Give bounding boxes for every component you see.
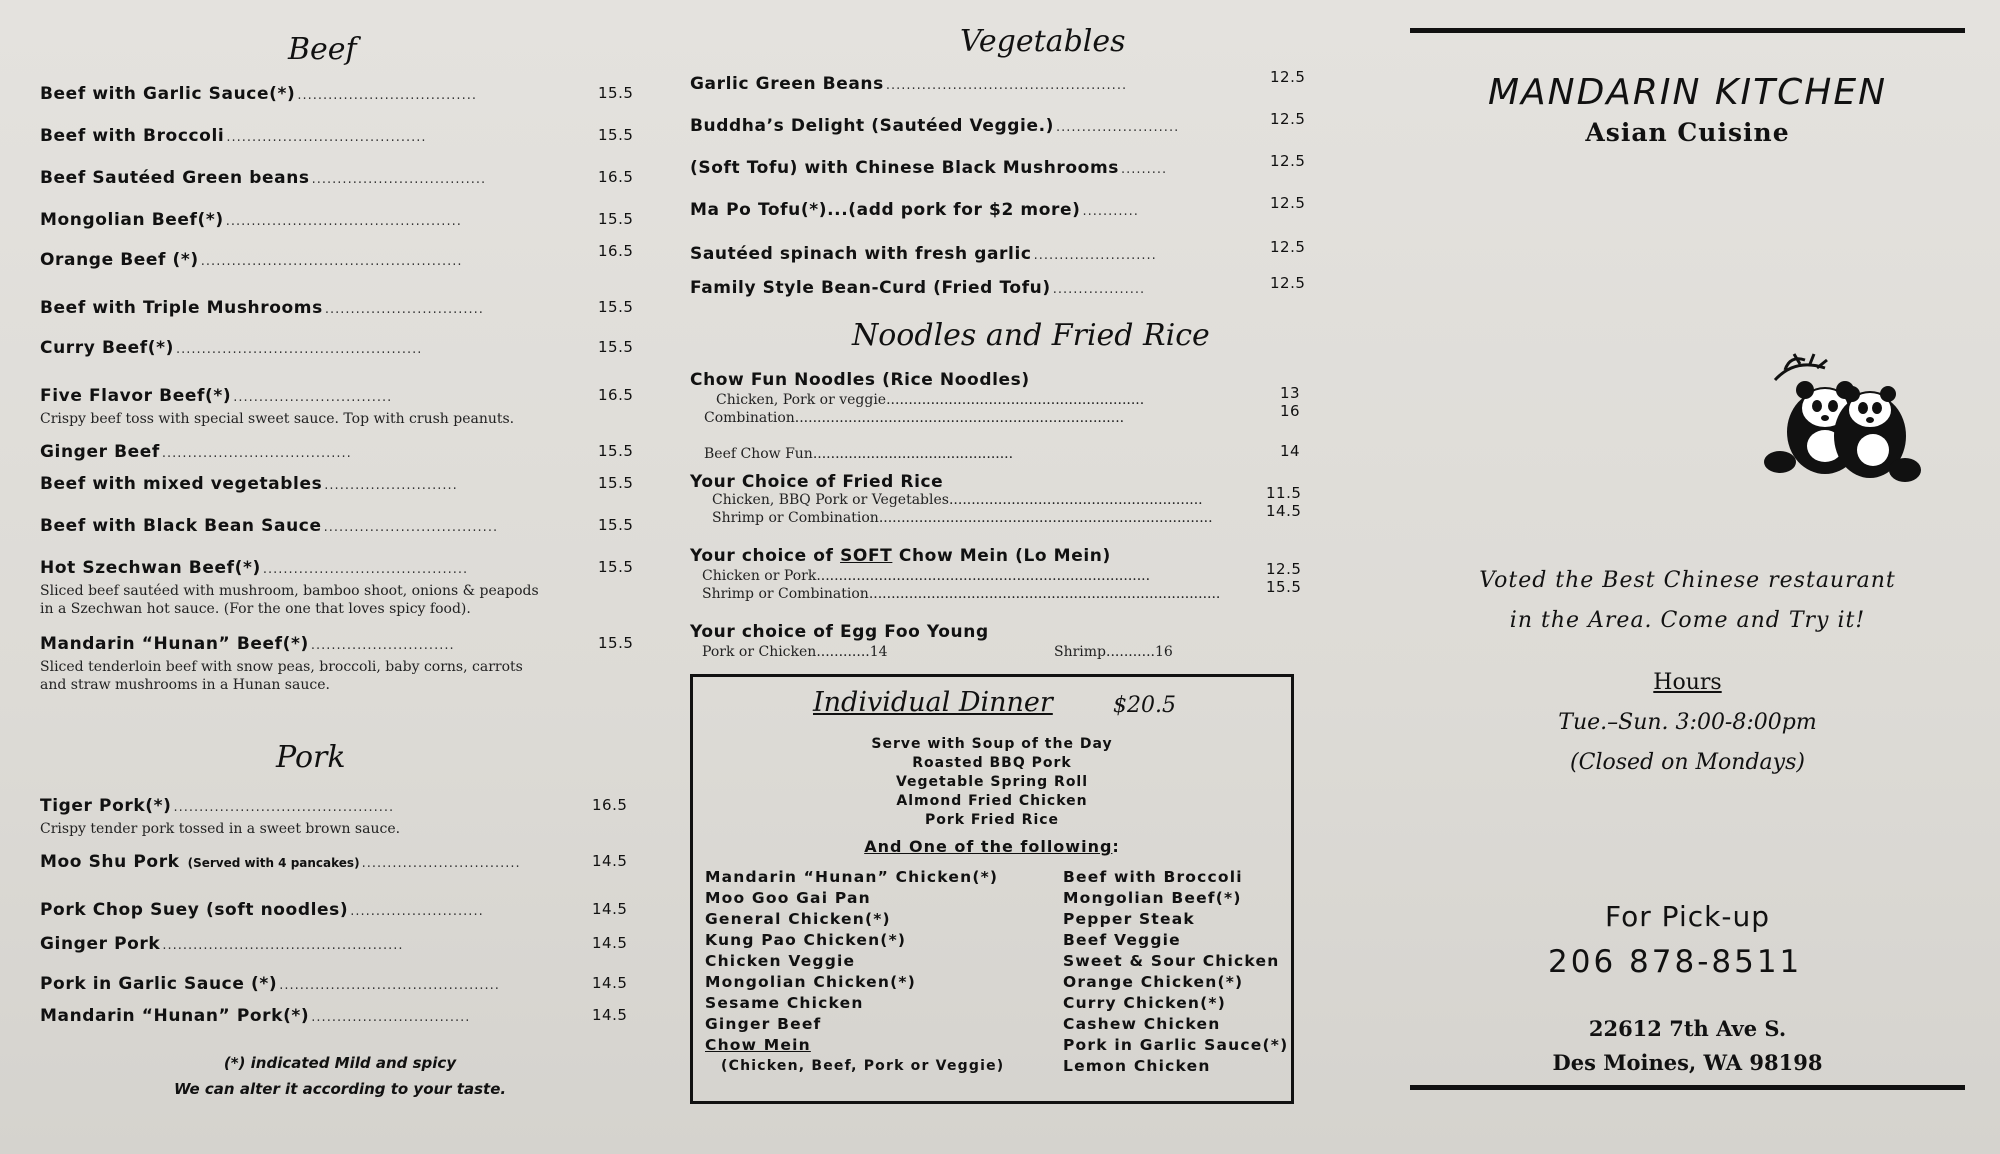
egg-foo-young-item (690, 622, 1330, 642)
menu-item-buddha-s-delight-saut-ed-veggie (690, 110, 1330, 136)
chow-fun-name: Chow Fun Noodles (Rice Noodles) (690, 370, 1030, 390)
hours-title: Hours (1653, 670, 1722, 695)
spicy-footnote: (*) indicated Mild and spicy (223, 1054, 457, 1072)
dot-leader: ........................ (1033, 248, 1157, 263)
item-name: Pork Chop Suey (soft noodles) (40, 900, 349, 920)
chow-fun-item (690, 370, 1330, 390)
item-price: 15.5 (598, 84, 634, 102)
menu-item-mandarin-hunan-beef (40, 634, 640, 694)
one-of-following-label: And One of the following: (864, 837, 1120, 856)
menu-item-five-flavor-beef (40, 386, 640, 428)
bottom-rule (1410, 1085, 1965, 1090)
hours-days-time: Tue.–Sun. 3:00-8:00pm (1558, 710, 1817, 735)
menu-item-garlic-green-beans (690, 68, 1330, 94)
dot-leader: ....................................... (226, 130, 427, 145)
item-price: 14.5 (592, 900, 628, 918)
dot-leader: .............................................. (225, 214, 462, 229)
menu-item-beef-with-broccoli (40, 126, 640, 146)
item-name: Beef with mixed vegetables (40, 474, 323, 494)
top-rule (1410, 28, 1965, 33)
address-street: 22612 7th Ave S. (1588, 1016, 1787, 1041)
dinner-choice-pepper-steak: Pepper Steak (1063, 910, 1195, 928)
dot-leader: ..................................... (161, 446, 352, 461)
dot-leader: ........................................ (262, 562, 469, 577)
item-price: 14.5 (592, 852, 628, 870)
dot-leader: ............................ (310, 638, 455, 653)
dinner-choice-ginger-beef: Ginger Beef (705, 1015, 822, 1033)
item-name: Beef with Triple Mushrooms (40, 298, 323, 318)
item-name: Ma Po Tofu(*)...(add pork for $2 more) (690, 200, 1081, 220)
chow-mein-soft: SOFT (840, 546, 893, 566)
dinner-choice-mandarin-hunan-chicken: Mandarin “Hunan” Chicken(*) (705, 868, 999, 886)
vegetables-noodles-panel (690, 0, 1330, 1154)
menu-item-orange-beef (40, 242, 640, 270)
item-price: 12.5 (1270, 68, 1306, 86)
dinner-includes-list (693, 735, 1291, 830)
item-price: 15.5 (598, 634, 634, 652)
dinner-choice-beef-veggie: Beef Veggie (1063, 931, 1181, 949)
egg-foo-young-sub-1: Pork or Chicken............14 (702, 644, 888, 660)
item-price: 16.5 (592, 796, 628, 814)
item-description: Sliced beef sautéed with mushroom, bamboo shoot, onions & peapods in a Szechwan hot sauce. (For the one that loves spicy food). (40, 583, 539, 617)
dinner-price: $20.5 (1113, 693, 1176, 718)
item-price: 15.5 (598, 442, 634, 460)
alter-footnote: We can alter it according to your taste. (173, 1080, 507, 1098)
item-price: 16.5 (598, 168, 634, 186)
menu-item-family-style-bean-curd-fried-tofu (690, 274, 1330, 298)
menu-item-mongolian-beef (40, 210, 640, 230)
item-price: 12.5 (1270, 194, 1306, 212)
menu-item-pork-chop-suey-soft-noodles (40, 900, 640, 920)
item-name: Hot Szechwan Beef(*) (40, 558, 261, 578)
item-price: 15.5 (598, 558, 634, 576)
dinner-choice-curry-chicken: Curry Chicken(*) (1063, 994, 1227, 1012)
egg-foo-young-sub-2: Shrimp...........16 (1054, 644, 1173, 660)
item-price: 16.5 (598, 386, 634, 404)
menu-item-mandarin-hunan-pork (40, 1006, 640, 1026)
dot-leader: .......................... (324, 478, 458, 493)
dot-leader: ............................... (233, 390, 393, 405)
item-name: Mongolian Beef(*) (40, 210, 224, 230)
item-name: Beef with Black Bean Sauce (40, 516, 322, 536)
item-price: 12.5 (1270, 238, 1306, 256)
dot-leader: .................................. (323, 520, 499, 535)
item-name: Family Style Bean-Curd (Fried Tofu) (690, 278, 1051, 298)
fried-rice-name: Your Choice of Fried Rice (690, 472, 944, 492)
item-name: Garlic Green Beans (690, 74, 884, 94)
vegetables-section-title: Vegetables (960, 24, 1126, 59)
dinner-choice-sesame-chicken: Sesame Chicken (705, 994, 864, 1012)
panda-bamboo-logo-icon (1755, 350, 1925, 490)
fried-rice-price-2: 14.5 (1266, 502, 1302, 520)
restaurant-name: MANDARIN KITCHEN (1487, 72, 1888, 113)
item-name: Beef Sautéed Green beans (40, 168, 310, 188)
dinner-choice-pork-in-garlic-sauce: Pork in Garlic Sauce(*) (1063, 1036, 1289, 1054)
dot-leader: ............................................... (885, 78, 1128, 93)
item-name: Sautéed spinach with fresh garlic (690, 244, 1032, 264)
menu-item-beef-saut-ed-green-beans (40, 168, 640, 188)
beef-chow-fun-item: Beef Chow Fun............................................. (704, 446, 1014, 462)
fried-rice-item (690, 472, 1330, 492)
chow-fun-price-2: 16 (1280, 402, 1301, 420)
dinner-choice-kung-pao-chicken: Kung Pao Chicken(*) (705, 931, 907, 949)
dinner-choice-general-chicken: General Chicken(*) (705, 910, 891, 928)
item-description: Sliced tenderloin beef with snow peas, broccoli, baby corns, carrots and straw mushrooms in a Hunan sauce. (40, 659, 523, 693)
dinner-include-almond-fried-chicken: Almond Fried Chicken (896, 793, 1088, 809)
item-price: 15.5 (598, 126, 634, 144)
item-name: Mandarin “Hunan” Pork(*) (40, 1006, 310, 1026)
tagline-line-2: in the Area. Come and Try it! (1509, 608, 1866, 633)
individual-dinner-box (690, 674, 1294, 1104)
fried-rice-price-1: 11.5 (1266, 484, 1302, 502)
item-price: 14.5 (592, 934, 628, 952)
dinner-choice-beef-with-broccoli: Beef with Broccoli (1063, 868, 1243, 886)
item-name: Tiger Pork(*) (40, 796, 172, 816)
menu-item-beef-with-mixed-vegetables (40, 474, 640, 494)
dinner-choices-right (1063, 867, 1288, 1077)
item-name: Ginger Beef (40, 442, 160, 462)
item-price: 15.5 (598, 338, 634, 356)
item-price: 12.5 (1270, 274, 1306, 292)
chow-mein-price-2: 15.5 (1266, 578, 1302, 596)
item-price: 12.5 (1270, 110, 1306, 128)
egg-foo-young-name: Your choice of Egg Foo Young (690, 622, 989, 642)
dinner-include-pork-fried-rice: Pork Fried Rice (924, 812, 1060, 828)
item-price: 14.5 (592, 974, 628, 992)
menu-item-hot-szechwan-beef (40, 558, 640, 618)
chow-fun-sub-2: Combination.......................................................................... (704, 410, 1125, 426)
pickup-label: For Pick-up (1605, 900, 1770, 933)
dinner-choice-chicken-beef-pork-or-veggie: (Chicken, Beef, Pork or Veggie) (721, 1058, 1005, 1074)
menu-item-tiger-pork (40, 796, 640, 838)
chow-mein-name-prefix: Your choice of (690, 546, 834, 566)
dot-leader: ........................................... (279, 978, 500, 993)
chow-mein-name-suffix: Chow Mein (Lo Mein) (898, 546, 1111, 566)
menu-item-saut-ed-spinach-with-fresh-garlic (690, 238, 1330, 264)
item-name: Orange Beef (*) (40, 250, 199, 270)
dinner-choice-lemon-chicken: Lemon Chicken (1063, 1057, 1211, 1075)
dinner-choice-cashew-chicken: Cashew Chicken (1063, 1015, 1221, 1033)
beef-pork-panel (40, 0, 640, 1154)
chow-mein-price-1: 12.5 (1266, 560, 1302, 578)
item-name: Beef with Broccoli (40, 126, 225, 146)
dot-leader: ................................................ (176, 342, 423, 357)
brand-panel (1410, 0, 1980, 1154)
dinner-include-roasted-bbq-pork: Roasted BBQ Pork (912, 755, 1072, 771)
menu-item-moo-shu-pork (40, 852, 640, 872)
chow-fun-price-1: 13 (1280, 384, 1301, 402)
beef-chow-fun-price: 14 (1280, 442, 1301, 460)
fried-rice-sub-2: Shrimp or Combination........................................................................... (712, 510, 1213, 526)
item-name: Five Flavor Beef(*) (40, 386, 232, 406)
chow-mein-sub-2: Shrimp or Combination............................................................................... (702, 586, 1221, 602)
item-price: 15.5 (598, 516, 634, 534)
dinner-choice-chicken-veggie: Chicken Veggie (705, 952, 856, 970)
menu-item-ginger-beef (40, 442, 640, 462)
dinner-choices-left (705, 867, 1004, 1077)
dot-leader: ................................................... (200, 254, 463, 269)
dot-leader: ............................... (311, 1010, 471, 1025)
tagline-line-1: Voted the Best Chinese restaurant (1479, 568, 1896, 593)
menu-item-soft-tofu-with-chinese-black-mushrooms (690, 152, 1330, 178)
dot-leader: ......... (1121, 162, 1168, 177)
dot-leader: ............................... (361, 856, 521, 871)
dot-leader: ........................................... (173, 800, 395, 815)
dinner-choice-chow-mein: Chow Mein (705, 1036, 811, 1054)
item-description: Crispy beef toss with special sweet sauce. Top with crush peanuts. (40, 411, 515, 427)
item-name: Curry Beef(*) (40, 338, 174, 358)
item-note: (Served with 4 pancakes) (187, 856, 360, 870)
item-price: 16.5 (598, 242, 634, 260)
menu-item-beef-with-garlic-sauce (40, 84, 640, 104)
item-price: 12.5 (1270, 152, 1306, 170)
chow-mein-item (690, 546, 1330, 566)
noodles-section-title: Noodles and Fried Rice (852, 318, 1210, 353)
address-city: Des Moines, WA 98198 (1552, 1050, 1823, 1075)
item-name: Moo Shu Pork (40, 852, 180, 872)
dot-leader: ............................... (324, 302, 484, 317)
dinner-title: Individual Dinner (813, 687, 1053, 718)
item-name: Beef with Garlic Sauce(*) (40, 84, 296, 104)
beef-section-title: Beef (288, 32, 357, 67)
item-price: 14.5 (592, 1006, 628, 1024)
item-name: Pork in Garlic Sauce (*) (40, 974, 278, 994)
dinner-include-serve-with-soup-of-the-day: Serve with Soup of the Day (871, 736, 1113, 752)
dinner-choice-mongolian-beef: Mongolian Beef(*) (1063, 889, 1242, 907)
item-price: 15.5 (598, 474, 634, 492)
item-name: Ginger Pork (40, 934, 161, 954)
dot-leader: ........................ (1056, 120, 1180, 135)
dot-leader: .......................... (350, 904, 484, 919)
dinner-choice-orange-chicken: Orange Chicken(*) (1063, 973, 1244, 991)
chow-fun-sub-1: Chicken, Pork or veggie.......................................................... (716, 392, 1145, 408)
fried-rice-sub-1: Chicken, BBQ Pork or Vegetables......................................................... (712, 492, 1203, 508)
item-name: Buddha’s Delight (Sautéed Veggie.) (690, 116, 1055, 136)
dot-leader: .................. (1052, 282, 1146, 297)
item-name: (Soft Tofu) with Chinese Black Mushrooms (690, 158, 1119, 178)
chow-mein-sub-1: Chicken or Pork........................................................................... (702, 568, 1151, 584)
menu-item-ginger-pork (40, 934, 640, 954)
dinner-choice-moo-goo-gai-pan: Moo Goo Gai Pan (705, 889, 871, 907)
pork-section-title: Pork (276, 740, 346, 775)
menu-item-curry-beef (40, 338, 640, 358)
item-description: Crispy tender pork tossed in a sweet brown sauce. (40, 821, 401, 837)
menu-item-beef-with-triple-mushrooms (40, 298, 640, 318)
menu-item-beef-with-black-bean-sauce (40, 516, 640, 536)
dot-leader: .................................. (311, 172, 487, 187)
dot-leader: ............................................... (162, 938, 404, 953)
item-price: 15.5 (598, 298, 634, 316)
item-name: Mandarin “Hunan” Beef(*) (40, 634, 309, 654)
phone-number[interactable]: 206 878-8511 (1548, 944, 1803, 980)
dinner-include-vegetable-spring-roll: Vegetable Spring Roll (895, 774, 1089, 790)
dinner-choice-sweet-sour-chicken: Sweet & Sour Chicken (1063, 952, 1280, 970)
item-price: 15.5 (598, 210, 634, 228)
dinner-choice-mongolian-chicken: Mongolian Chicken(*) (705, 973, 916, 991)
menu-item-pork-in-garlic-sauce (40, 974, 640, 994)
hours-closed: (Closed on Mondays) (1570, 750, 1805, 775)
restaurant-subtitle: Asian Cuisine (1585, 118, 1790, 147)
dot-leader: ........... (1082, 204, 1139, 219)
menu-item-ma-po-tofu-add-pork-for-2-more (690, 194, 1330, 220)
dot-leader: ................................... (297, 88, 477, 103)
